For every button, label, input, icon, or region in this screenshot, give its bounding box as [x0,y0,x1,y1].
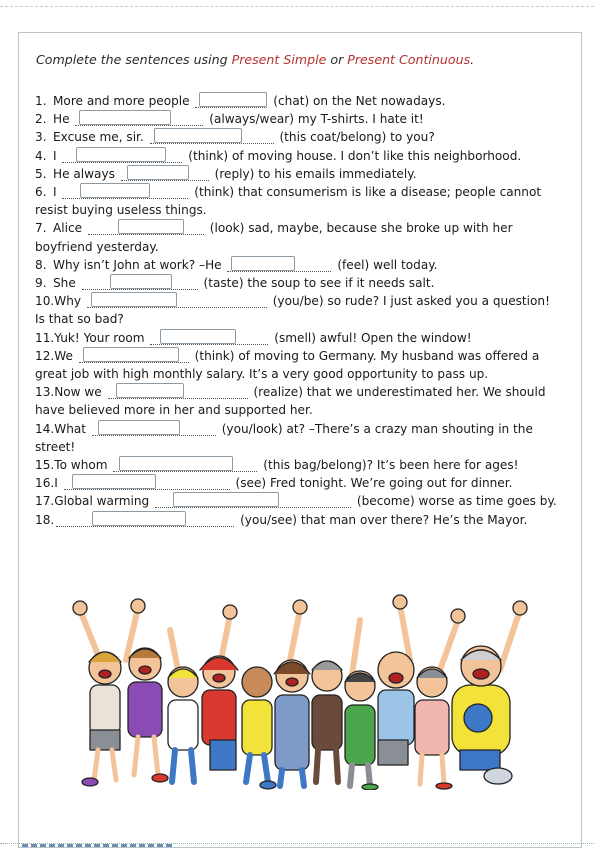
answer-box[interactable] [116,383,184,398]
answer-blank[interactable] [79,348,189,363]
answer-blank[interactable] [62,184,188,199]
exercise-item [35,456,563,474]
exercise-text-before: Why [54,294,85,309]
answer-blank[interactable] [75,111,203,126]
exercise-continuation: have believed more in her and supported her. [35,403,313,418]
exercise-continuation: resist buying useless things. [35,203,207,218]
exercise-number: 2. [35,112,47,127]
exercise-text-after: (think) of moving to Germany. My husband was offered a [190,348,540,363]
exercise-item [35,292,563,310]
exercise-text-before: Now we [54,385,106,400]
exercise-item [35,347,563,365]
exercise-continuation: great job with high monthly salary. It’s a very good opportunity to pass up. [35,367,489,382]
exercise-number: 11. [35,330,55,345]
exercise-number: 1. [35,94,47,108]
answer-blank[interactable] [121,166,209,181]
answer-box[interactable] [199,92,267,107]
exercise-text-before: Excuse me, sir. [53,130,148,145]
exercise-number: 7. [35,221,47,236]
answer-blank[interactable] [64,475,230,490]
exercise-number: 12. [35,348,55,363]
exercise-number: 8. [35,257,47,272]
answer-box[interactable] [92,511,186,526]
exercise-item [35,511,563,529]
exercise-number: 4. [35,148,47,163]
answer-blank[interactable] [150,129,274,144]
exercise-text-before: Global warming [54,494,154,509]
exercise-number: 13. [35,385,55,400]
exercise-text-before: More and more people [53,94,194,108]
exercise-number: 10. [35,294,55,309]
exercise-number: 17. [35,494,55,509]
exercise-text-before: To whom [54,458,112,473]
answer-blank[interactable] [108,384,248,399]
exercise-item [35,165,563,183]
answer-box[interactable] [154,128,242,143]
exercise-text-before: I [54,476,62,491]
exercise-item [35,128,563,146]
answer-box[interactable] [231,256,295,271]
exercise-number: 5. [35,166,47,181]
exercise-item [35,474,563,492]
exercise-text-after: (you/see) that man over there? He’s the Mayor. [236,512,528,527]
exercise-text-after: (smell) awful! Open the window! [270,330,472,345]
answer-blank[interactable] [92,421,216,436]
answer-box[interactable] [119,456,233,471]
exercise-item [35,183,563,201]
answer-box[interactable] [83,347,179,362]
exercise-text-after: (feel) well today. [333,257,438,272]
exercise-text-before: He always [53,166,119,181]
exercise-continuation: boyfriend yesterday. [35,239,159,254]
answer-blank[interactable] [150,330,268,345]
exercise-list [35,92,563,529]
exercise-text-before: What [54,421,90,436]
top-dashed-line [0,6,594,7]
answer-blank[interactable] [87,293,267,308]
answer-blank[interactable] [82,275,198,290]
answer-blank[interactable] [56,512,234,527]
answer-box[interactable] [80,183,150,198]
exercise-text-after: (you/be) so rude? I just asked you a question! [268,294,550,309]
exercise-number: 9. [35,276,47,291]
answer-box[interactable] [76,147,166,162]
exercise-text-after: (realize) that we underestimated her. We should [249,385,546,400]
exercise-text-after: (always/wear) my T-shirts. I hate it! [205,112,424,127]
exercise-text-after: (reply) to his emails immediately. [210,166,417,181]
exercise-text-after: (see) Fred tonight. We’re going out for dinner. [231,476,513,491]
answer-box[interactable] [160,329,236,344]
exercise-text-before: I [53,185,61,200]
answer-box[interactable] [118,219,184,234]
exercise-text-before: She [53,276,80,291]
exercise-text-before: Alice [53,221,86,236]
answer-blank[interactable] [155,493,351,508]
exercise-text-after: (this coat/belong) to you? [275,130,435,145]
exercise-item [35,147,563,165]
answer-blank[interactable] [62,148,182,163]
exercise-text-after: (become) worse as time goes by. [353,494,557,509]
answer-box[interactable] [110,274,172,289]
exercise-number: 14. [35,421,55,436]
exercise-item [35,256,563,274]
exercise-text-after: (look) sad, maybe, because she broke up with her [205,221,513,236]
exercise-item [35,383,563,401]
exercise-text-before: Why isn’t John at work? –He [53,257,226,272]
bottom-strip [22,844,172,847]
exercise-number: 15. [35,458,55,473]
exercise-text-after: (you/look) at? –There’s a crazy man shouting in the [217,421,533,436]
exercise-continuation: street! [35,439,76,454]
exercise-text-after: (think) that consumerism is like a disease; people cannot [190,185,542,200]
answer-blank[interactable] [113,457,257,472]
cheering-crowd-illustration [60,590,540,790]
instruction-period: . [470,52,475,67]
exercise-number: 16. [35,476,55,491]
exercise-item [35,274,563,292]
instruction-text: Complete the sentences using [36,52,232,67]
answer-blank[interactable] [195,93,267,108]
answer-blank[interactable] [88,220,204,235]
answer-blank[interactable] [227,257,331,272]
exercise-number: 6. [35,185,47,200]
exercise-number: 18. [35,512,55,527]
tense-present-simple: Present Simple [231,52,327,67]
exercise-text-after: (taste) the soup to see if it needs salt. [199,276,435,291]
instruction-or: or [326,52,348,67]
answer-box[interactable] [79,110,171,125]
exercise-item [35,92,563,110]
exercise-text-after: (think) of moving house. I don’t like this neighborhood. [184,148,522,163]
instruction-heading [36,52,556,67]
answer-box[interactable] [91,292,177,307]
exercise-continuation: Is that so bad? [35,312,124,327]
answer-box[interactable] [98,420,180,435]
answer-box[interactable] [72,474,156,489]
exercise-text-after: (chat) on the Net nowadays. [269,94,446,108]
exercise-text-after: (this bag/belong)? It’s been here for ages! [259,458,519,473]
exercise-text-before: We [54,348,77,363]
exercise-item [35,219,563,237]
answer-box[interactable] [127,165,189,180]
exercise-text-before: He [53,112,74,127]
exercise-item [35,329,563,347]
exercise-item [35,492,563,510]
exercise-item [35,420,563,438]
exercise-text-before: Yuk! Your room [54,330,149,345]
tense-present-continuous: Present Continuous [347,52,471,67]
exercise-item [35,110,563,128]
answer-box[interactable] [173,492,279,507]
exercise-text-before: I [53,148,61,163]
exercise-number: 3. [35,130,47,145]
